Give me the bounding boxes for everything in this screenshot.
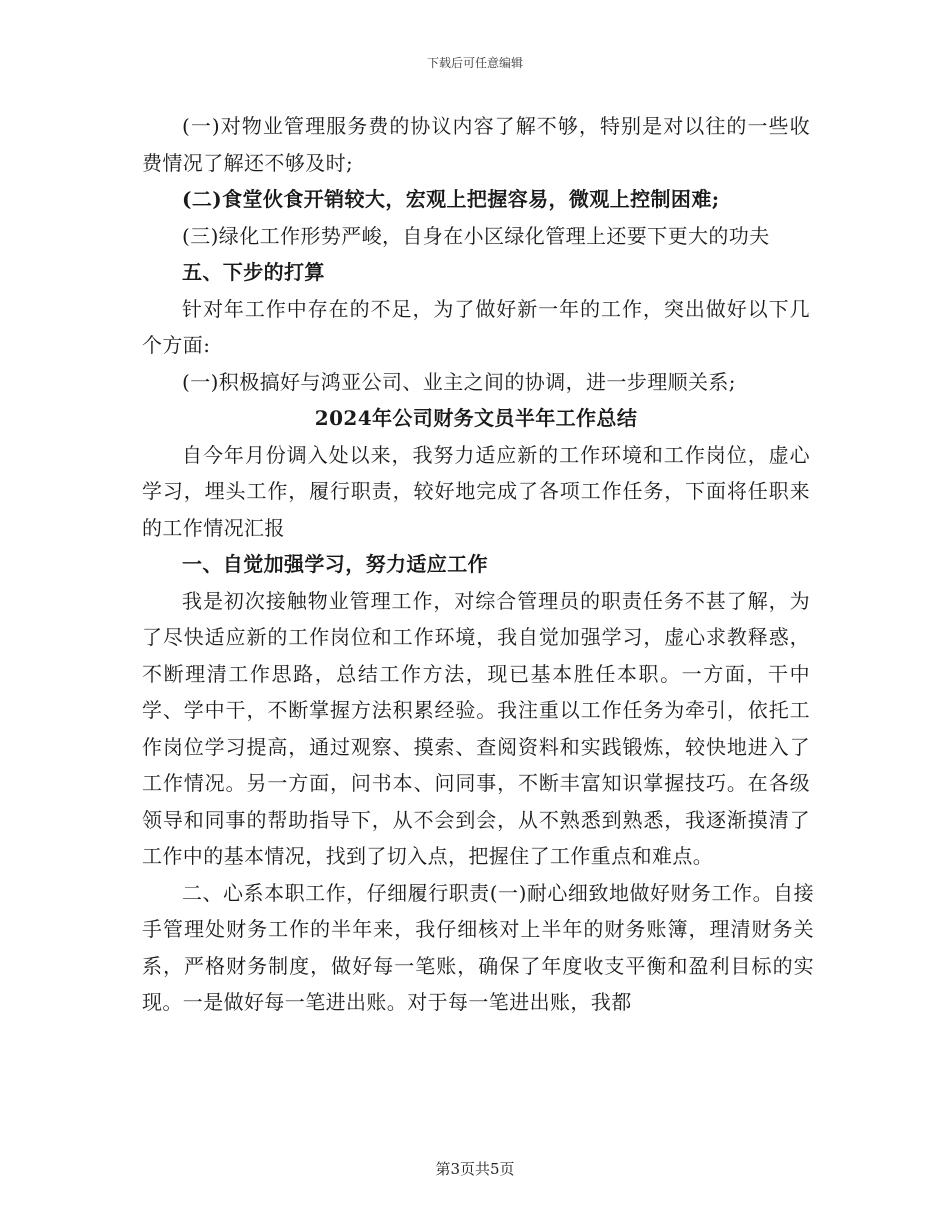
document-title: 2024年公司财务文员半年工作总结	[314, 406, 638, 430]
paragraph-coordination: (一)积极搞好与鸿亚公司、业主之间的协调，进一步理顺关系;	[182, 369, 736, 394]
paragraph-next-year-plan: 针对年工作中存在的不足，为了做好新一年的工作，突出做好以下几个方面:	[142, 296, 810, 357]
page-header-note: 下载后可任意编辑	[426, 56, 523, 70]
section-heading-learning: 一、自觉加强学习，努力适应工作	[182, 552, 488, 576]
paragraph-learning: 我是初次接触物业管理工作，对综合管理员的职责任务不甚了解，为了尽快适应新的工作岗位和工作环境，我自觉加强学习，虚心求教释惑，不断理清工作思路，总结工作方法，现已基本胜任本职。一方面，干中学、学中干，不断掌握方法积累经验。我注重以工作任务为牵引，依托工作岗位学习提高，通过观察、摸索、查阅资料和实践锻炼，较快地进入了工作情况。另一方面，问书本、问同事，不断丰富知识掌握技巧。在各级领导和同事的帮助指导下，从不会到会，从不熟悉到熟悉，我逐渐摸清了工作中的基本情况，找到了切入点，把握住了工作重点和难点。	[142, 588, 810, 868]
section-heading-next-steps: 五、下步的打算	[182, 260, 325, 284]
page-footer-number: 第3页共5页	[435, 1160, 515, 1178]
paragraph-greening: (三)绿化工作形势严峻，自身在小区绿化管理上还要下更大的功夫	[182, 223, 770, 248]
paragraph-canteen-costs: (二)食堂伙食开销较大，宏观上把握容易，微观上控制困难;	[182, 187, 720, 211]
paragraph-duties: 二、心系本职工作，仔细履行职责(一)耐心细致地做好财务工作。自接手管理处财务工作的半年来，我仔细核对上半年的财务账簿，理清财务关系，严格财务制度，做好每一笔账，确保了年度收支平衡和盈利目标的实现。一是做好每一笔进出账。对于每一笔进出账，我都	[142, 880, 814, 1014]
paragraph-intro: 自今年月份调入处以来，我努力适应新的工作环境和工作岗位，虚心学习，埋头工作，履行职责，较好地完成了各项工作任务，下面将任职来的工作情况汇报	[142, 442, 810, 540]
document-body	[142, 108, 814, 1021]
paragraph-fee-agreement: (一)对物业管理服务费的协议内容了解不够，特别是对以往的一些收费情况了解还不够及时;	[142, 114, 810, 175]
